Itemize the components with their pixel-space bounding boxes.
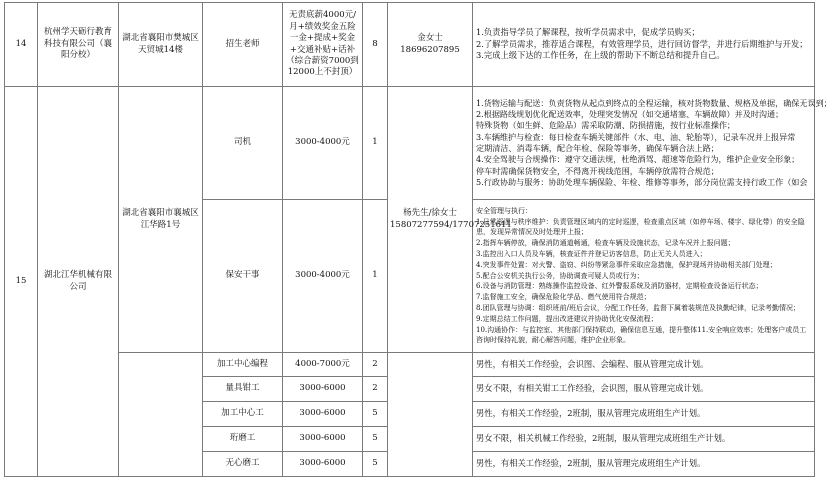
row-index: 15 — [5, 87, 38, 477]
requirement-line: 7.监督施工安全，确保危险化学品、燃气使用符合规范； — [476, 293, 651, 302]
contact-info: 杨先生/徐女士15807277594/17707251611 — [388, 87, 473, 353]
salary: 无责底薪4000元/月+绩效奖金五险一金+提成+奖金+交通补贴+话补（综合薪资7000到12000上不封顶） — [283, 3, 363, 87]
position-name: 加工中心工 — [203, 402, 283, 427]
requirement-line: 男性，有相关工作经验，2班制，服从管理完成班组生产计划。 — [476, 408, 706, 419]
requirement-line: 5.行政协助与服务：协助处理车辆保险、年检、维修等事务，部分岗位需支持行政工作（如会 — [476, 176, 808, 187]
position-name: 司机 — [203, 87, 283, 200]
job-requirements — [473, 87, 832, 200]
requirement-line: 2.了解学员需求，推荐适合课程，有效管理学员，进行回访督学，并进行后期维护与开发； — [476, 38, 808, 49]
headcount: 2 — [363, 377, 388, 402]
requirement-line: 安全管理与执行： — [476, 206, 532, 215]
requirement-line: 10.沟通协作：与监控室、其他部门保持联动，确保信息互通，提升整体11.安全响应效率；处理客户或员工咨询时保持礼貌，耐心解答问题，维护企业形象。 — [476, 325, 807, 345]
table-row — [5, 3, 815, 87]
headcount: 5 — [363, 427, 388, 452]
company-address: 湖北省襄阳市襄城区江华路1号 — [119, 87, 203, 353]
job-requirements — [473, 402, 815, 427]
requirement-line: 停车时需确保货物安全，不得离开视线范围，车辆停放需符合规范； — [476, 165, 719, 176]
position-name: 量具钳工 — [203, 377, 283, 402]
requirement-line: 1.负责指导学员了解课程，按听学员需求中，促成学员购买； — [476, 27, 700, 38]
requirement-line: 3.完成上级下达的工作任务，在上级的帮助下不断总结和提升自己。 — [476, 50, 725, 61]
requirement-line: 5.配合公安机关执行公务，协助调查可疑人员或行为； — [476, 271, 644, 280]
headcount: 1 — [363, 87, 388, 200]
requirement-line: 男女不限，相关机械工作经验，2班制，服从管理完成班组生产计划。 — [476, 433, 731, 444]
contact-info: 金女士18696207895 — [388, 3, 473, 87]
salary: 3000-6000 — [283, 402, 363, 427]
requirement-line: 4.突发事件处置：对火警、盗窃、纠纷等紧急事件采取应急措施，保护现场并协助相关部门处理； — [476, 260, 777, 269]
company-name: 杭州学天砺行教育科技有限公司（襄阳分校） — [38, 3, 119, 87]
salary: 3000-6000 — [283, 452, 363, 477]
requirement-line: 1.日常巡逻与秩序维护：负责管理区域内的定时巡逻，检查重点区域（如停车场、楼宇、绿化带）的安全隐患，发现异常情况及时处理并上报； — [476, 217, 805, 237]
requirement-line: 男女不限，有相关钳工工作经验，会识图，服从管理完成计划。 — [476, 383, 709, 394]
headcount: 1 — [363, 200, 388, 353]
table-row — [5, 353, 815, 377]
headcount: 2 — [363, 353, 388, 377]
requirement-line: 4.安全驾驶与合规操作：遵守交通法规，杜绝酒驾、超速等危险行为，维护企业安全形象； — [476, 154, 800, 165]
requirement-line: 男性，有相关工作经验，会识图、会编程、服从管理完成计划。 — [476, 358, 709, 369]
salary: 3000-4000元 — [283, 200, 363, 353]
requirement-line: 3.车辆维护与检查：每日检查车辆关键部件（水、电、油、轮胎等），记录车况并上报异常 — [476, 131, 796, 142]
headcount: 5 — [363, 452, 388, 477]
requirement-line: 特殊货物（如生鲜、危险品）需采取防潮、防损措施，按行业标准操作； — [476, 120, 736, 131]
requirement-line: 2.根据路线规划优化配送效率，处理突发情况（如交通堵塞、车辆故障）并及时沟通； — [476, 109, 784, 120]
company-address-blank — [119, 353, 203, 477]
job-requirements — [473, 353, 815, 377]
job-requirements — [473, 377, 815, 402]
requirement-line: 定期清洁、消毒车辆，配合年检、保险等事务，确保车辆合法上路； — [476, 143, 719, 153]
row-index: 14 — [5, 3, 38, 87]
job-requirements — [473, 452, 815, 477]
company-address: 湖北省襄阳市樊城区天贸城14楼 — [119, 3, 203, 87]
job-requirements — [473, 200, 815, 353]
salary: 4000-7000元 — [283, 353, 363, 377]
requirement-line: 6.设备与消防管理：熟练操作监控设备、红外警报系统及消防器材，定期检查设备运行状态； — [476, 282, 763, 291]
requirement-line: 2.指挥车辆停放，确保消防通道畅通，检查车辆及设施状态，记录车况并上报问题； — [476, 239, 735, 248]
headcount: 8 — [363, 3, 388, 87]
job-requirements — [473, 427, 815, 452]
position-name: 加工中心编程 — [203, 353, 283, 377]
salary: 3000-6000 — [283, 427, 363, 452]
requirement-line: 1.货物运输与配送：负责货物从起点到终点的全程运输，核对货物数量、规格及单据，确保无误到； — [476, 97, 832, 108]
requirement-line: 9.定期总结工作问题，提出改进建议并协助优化安保流程； — [476, 314, 658, 323]
requirement-line: 8.团队管理与协调：组织班前/班后会议，分配工作任务，监督下属着装规范及执勤纪律，记录考勤情况； — [476, 303, 801, 312]
position-name: 珩磨工 — [203, 427, 283, 452]
contact-info-blank — [388, 353, 473, 477]
table-row — [5, 87, 815, 200]
salary: 3000-4000元 — [283, 87, 363, 200]
job-listing-table — [4, 2, 832, 477]
position-name: 保安干事 — [203, 200, 283, 353]
salary: 3000-6000 — [283, 377, 363, 402]
position-name: 无心磨工 — [203, 452, 283, 477]
requirement-line: 3.监控出入口人员及车辆，核查证件并登记访客信息，防止无关人员进入； — [476, 250, 707, 258]
headcount: 5 — [363, 402, 388, 427]
company-name: 湖北江华机械有限公司 — [38, 87, 119, 477]
position-name: 招生老师 — [203, 3, 283, 87]
job-requirements — [473, 3, 815, 87]
requirement-line: 男性，有相关工作经验，2班制，服从管理完成班组生产计划。 — [476, 458, 706, 469]
